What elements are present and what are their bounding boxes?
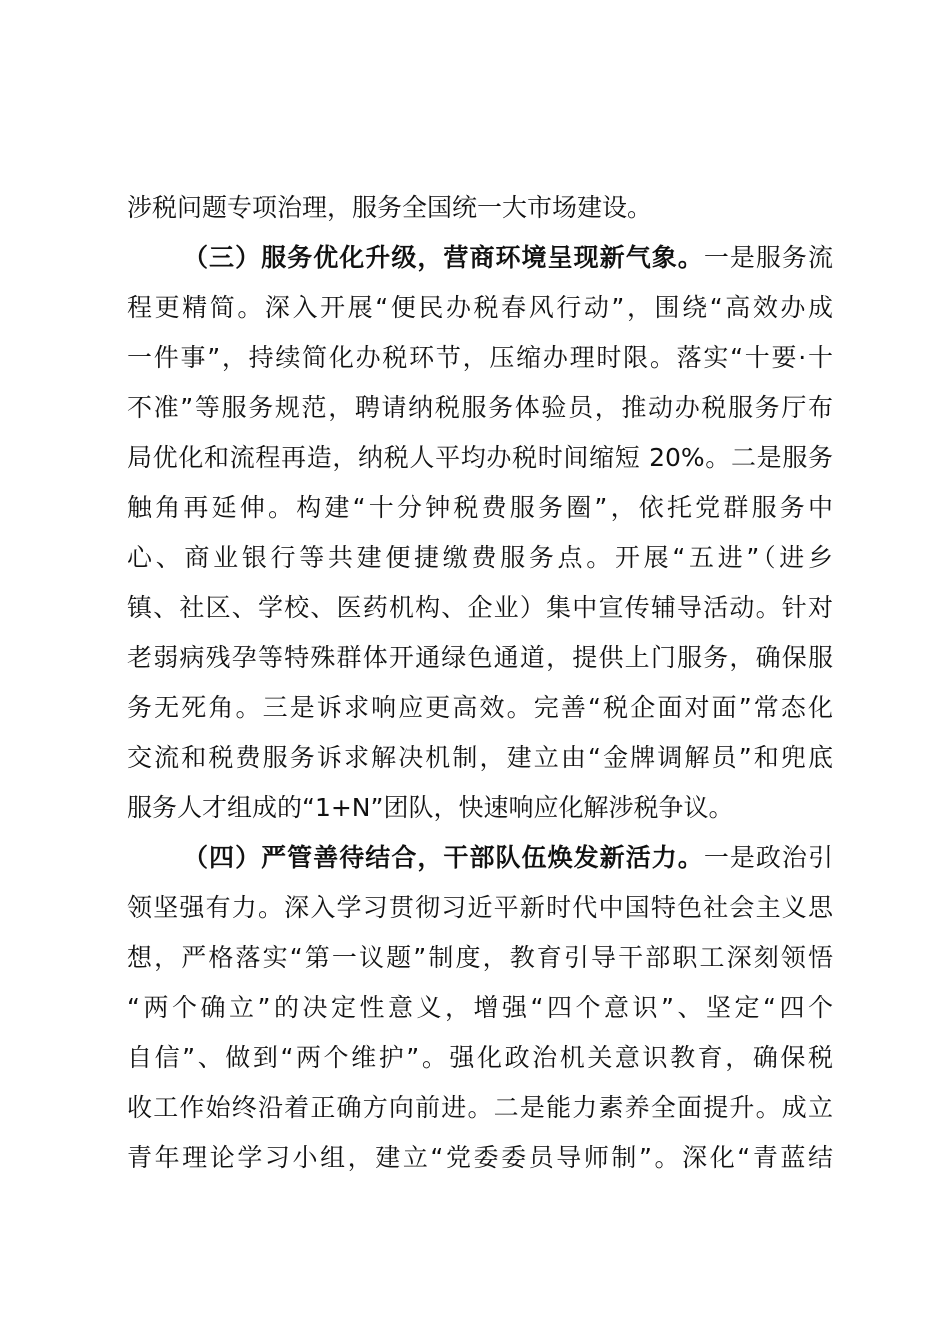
text-line: 老弱病残孕等特殊群体开通绿色通道，提供上门服务，确保服 [127, 643, 833, 672]
text-line: “两个确立”的决定性意义，增强“四个意识”、坚定“四个 [127, 993, 833, 1022]
text-line: 服务人才组成的“1+N”团队，快速响应化解涉税争议。 [127, 793, 734, 822]
document-body [127, 183, 833, 1183]
text-line: 不准”等服务规范，聘请纳税服务体验员，推动办税服务厅布 [127, 393, 833, 422]
text-line: 镇、社区、学校、医药机构、企业）集中宣传辅导活动。针对 [127, 593, 833, 622]
text-line: 自信”、做到“两个维护”。强化政治机关意识教育，确保税 [127, 1043, 833, 1072]
section-heading-line [127, 833, 833, 883]
text-run: 一是政治引 [703, 843, 833, 872]
text-line: 局优化和流程再造，纳税人平均办税时间缩短 20%。二是服务 [127, 443, 833, 472]
text-line: 青年理论学习小组，建立“党委委员导师制”。深化“青蓝结 [127, 1143, 833, 1172]
text-line: 一件事”，持续简化办税环节，压缩办理时限。落实“十要·十 [127, 343, 833, 372]
text-line: 领坚强有力。深入学习贯彻习近平新时代中国特色社会主义思 [127, 893, 833, 922]
text-line: 务无死角。三是诉求响应更高效。完善“税企面对面”常态化 [127, 693, 833, 722]
text-line: 程更精简。深入开展“便民办税春风行动”，围绕“高效办成 [127, 293, 833, 322]
text-line: 想，严格落实“第一议题”制度，教育引导干部职工深刻领悟 [127, 943, 833, 972]
text-line: 收工作始终沿着正确方向前进。二是能力素养全面提升。成立 [127, 1093, 833, 1122]
section-heading: （三）服务优化升级，营商环境呈现新气象。 [183, 243, 704, 272]
section-heading-line [127, 233, 833, 283]
text-line: 触角再延伸。构建“十分钟税费服务圈”，依托党群服务中 [127, 493, 833, 522]
text-line: 心、商业银行等共建便捷缴费服务点。开展“五进”（进乡 [127, 543, 833, 572]
section-heading: （四）严管善待结合，干部队伍焕发新活力。 [183, 843, 704, 872]
text-line: 涉税问题专项治理，服务全国统一大市场建设。 [127, 193, 653, 222]
text-line: 交流和税费服务诉求解决机制，建立由“金牌调解员”和兜底 [127, 743, 833, 772]
text-run: 一是服务流 [703, 243, 833, 272]
